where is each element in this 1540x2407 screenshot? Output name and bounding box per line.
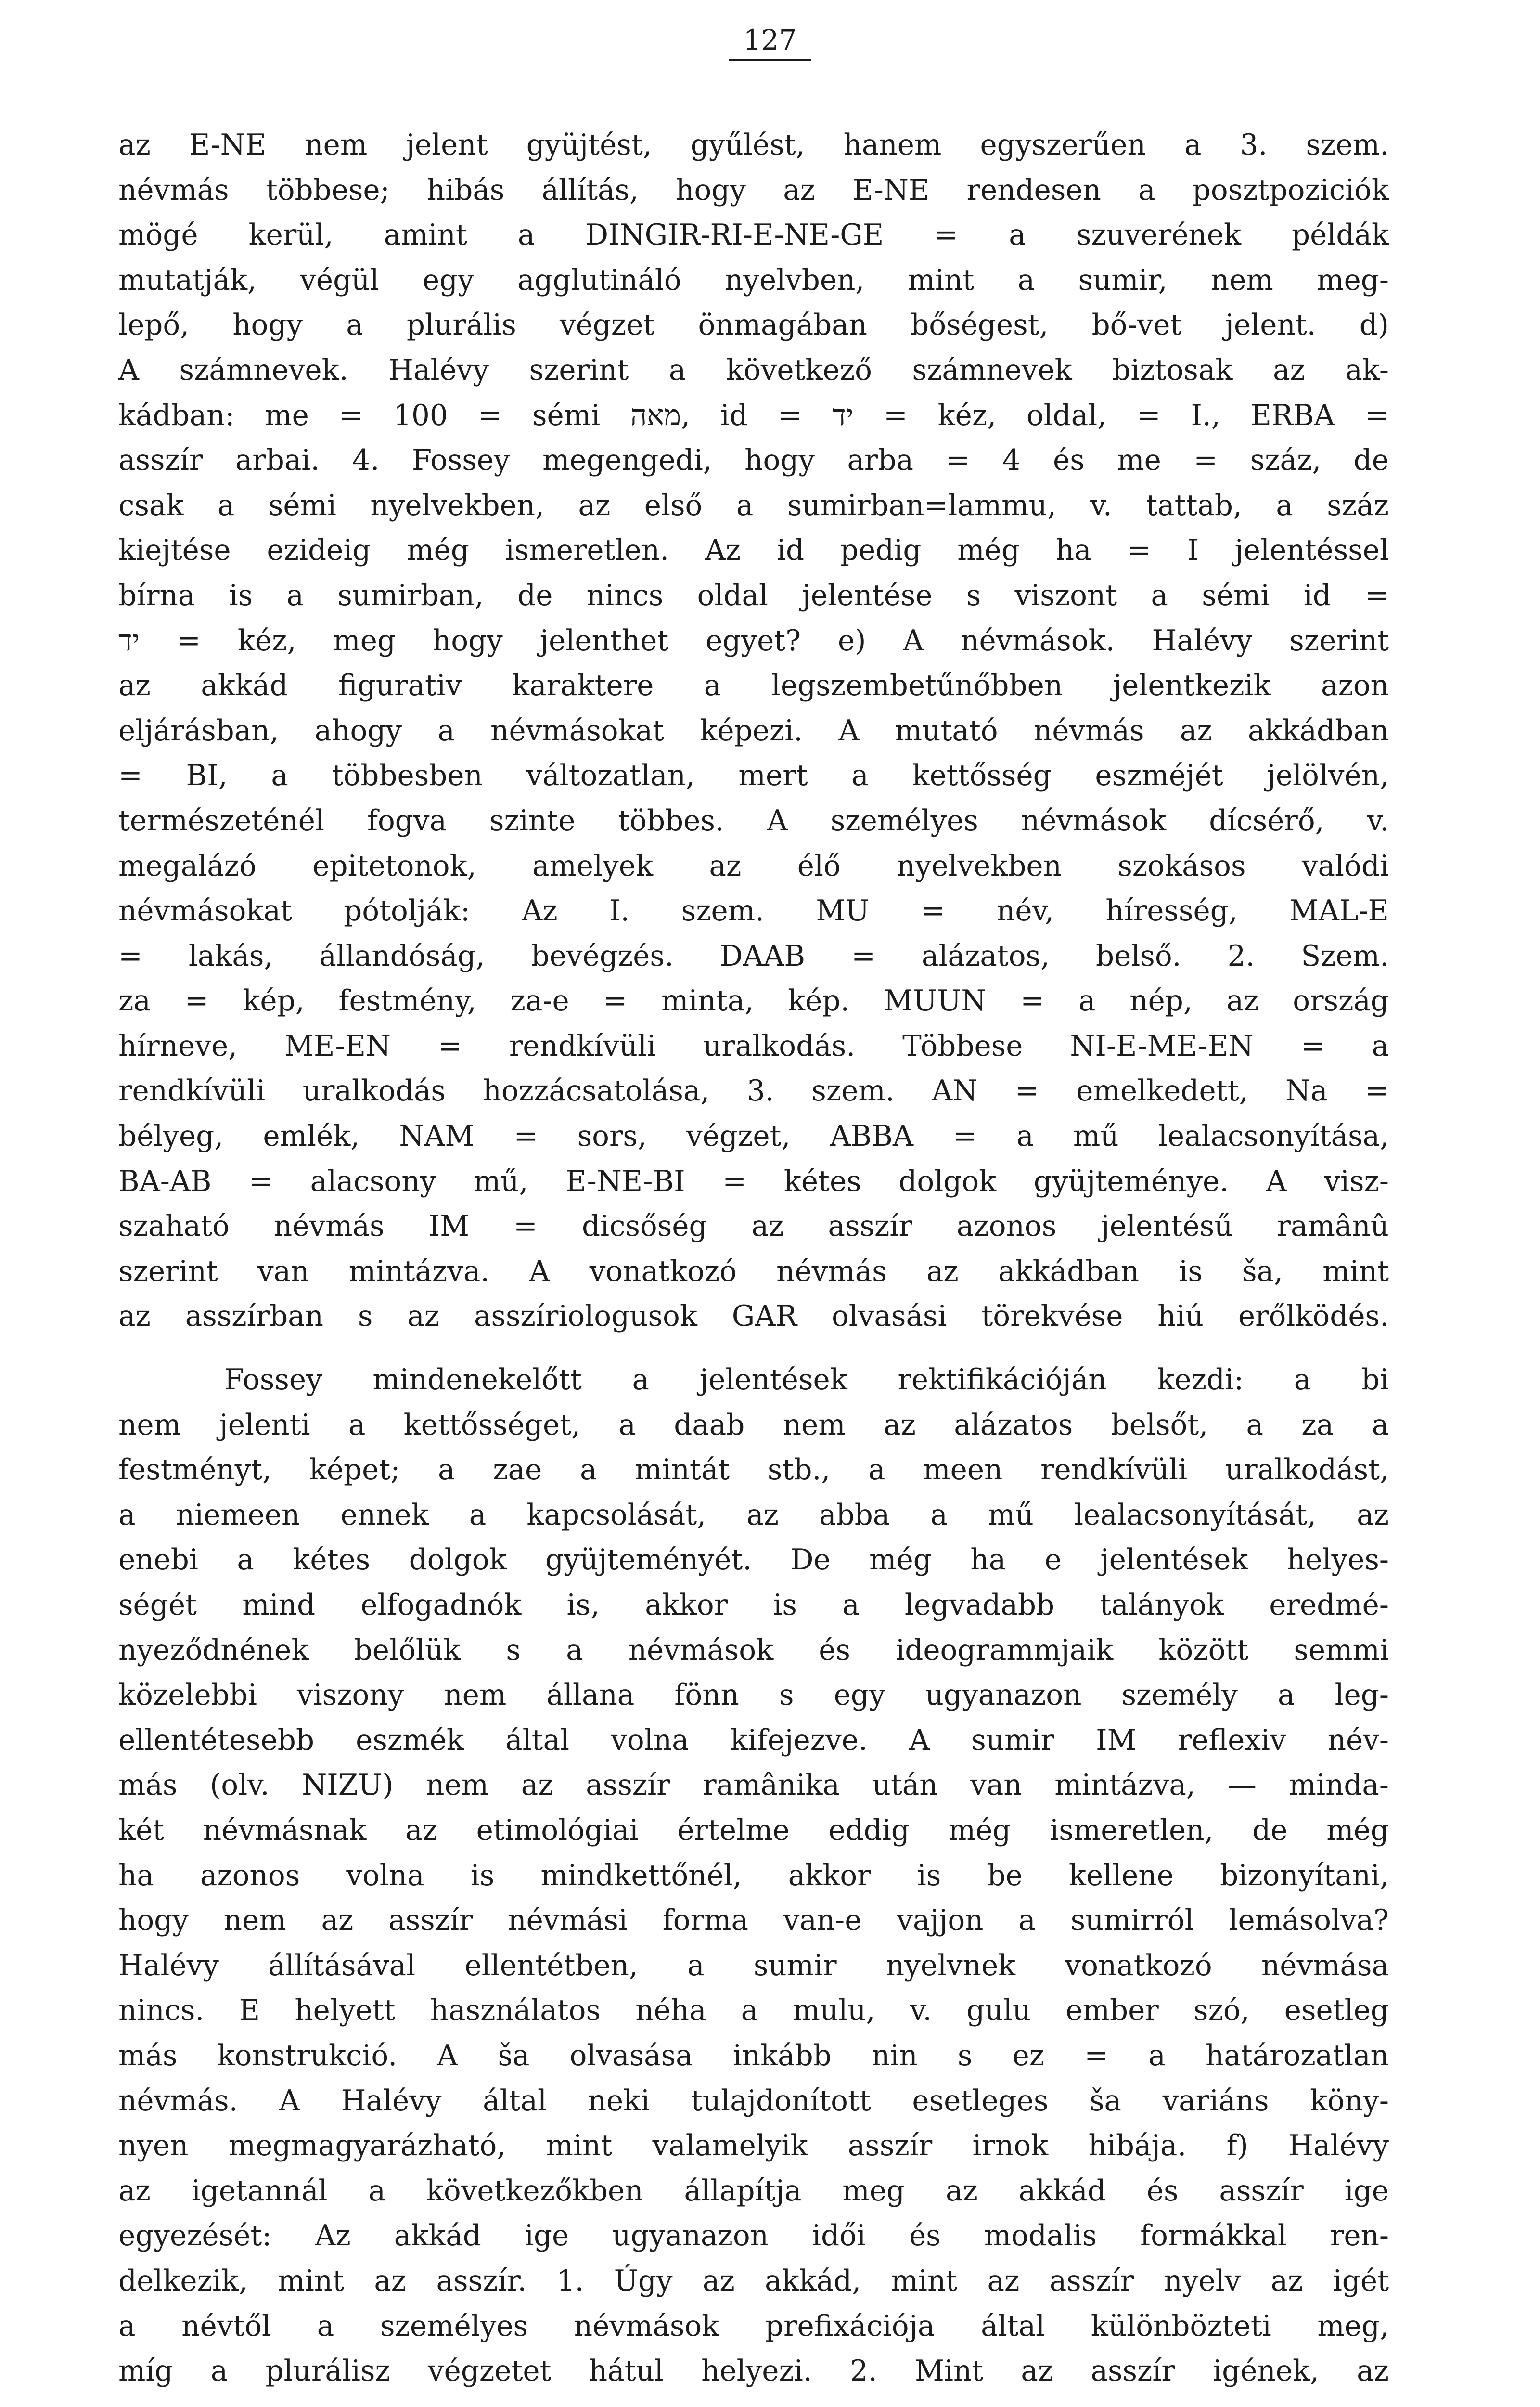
text-line: a névtől a személyes névmások prefixációja által különbözteti meg, [118, 2309, 1389, 2343]
text-line: ségét mind elfogadnók is, akkor is a legvadabb talányok eredmé- [118, 1589, 1389, 1622]
text-line: az akkád figurativ karaktere a legszembetűnőbben jelentkezik azon [118, 669, 1389, 703]
text-line: az E-NE nem jelent gyüjtést, gyűlést, hanem egyszerűen a 3. szem. [118, 129, 1389, 162]
text-line: hogy nem az asszír névmási forma van-e vajjon a sumirról lemásolva? [118, 1904, 1389, 1938]
text-line: nem jelenti a kettősséget, a daab nem az alázatos belsőt, a za a [118, 1408, 1389, 1442]
text-line: két névmásnak az etimológiai értelme eddig még ismeretlen, de még [118, 1813, 1389, 1847]
text-line: asszír arbai. 4. Fossey megengedi, hogy arba = 4 és me = száz, de [118, 444, 1389, 478]
text-line: más (olv. NIZU) nem az asszír ramânika után van mintázva, — minda- [118, 1769, 1389, 1802]
text-line: bélyeg, emlék, NAM = sors, végzet, ABBA = a mű lealacsonyítása, [118, 1120, 1389, 1153]
text-line: megalázó epitetonok, amelyek az élő nyelvekben szokásos valódi [118, 849, 1389, 883]
text-line: delkezik, mint az asszír. 1. Úgy az akkád, mint az asszír nyelv az igét [118, 2264, 1389, 2298]
text-line: közelebbi viszony nem állana fönn s egy ugyanazon személy a leg- [118, 1679, 1389, 1712]
text-line: szaható névmás IM = dicsőség az asszír azonos jelentésű ramânû [118, 1210, 1389, 1243]
text-line: bírna is a sumirban, de nincs oldal jelentése s viszont a sémi id = [118, 579, 1389, 612]
paragraph [118, 1358, 1389, 2394]
text-line: Fossey mindenekelőtt a jelentések rektifikációján kezdi: a bi [224, 1363, 1389, 1397]
text-line: hírneve, ME-EN = rendkívüli uralkodás. Többese NI-E-ME-EN = a [118, 1029, 1389, 1063]
text-line: rendkívüli uralkodás hozzácsatolása, 3. szem. AN = emelkedett, Na = [118, 1074, 1389, 1108]
text-line: névmás többese; hibás állítás, hogy az E-NE rendesen a posztpoziciók [118, 173, 1389, 207]
text-line: az igetannál a következőkben állapítja meg az akkád és asszír ige [118, 2174, 1389, 2208]
text-line: míg a plurálisz végzetet hátul helyezi. 2. Mint az asszír igének, az [118, 2355, 1389, 2388]
page-number-rule [729, 59, 811, 61]
text-line: szerint van mintázva. A vonatkozó névmás az akkádban is ša, mint [118, 1255, 1389, 1288]
text-line: egyezését: Az akkád ige ugyanazon idői és modalis formákkal ren- [118, 2219, 1389, 2253]
body-text [118, 123, 1389, 2394]
text-line: A számnevek. Halévy szerint a következő számnevek biztosak az ak- [118, 353, 1389, 387]
text-line: lepő, hogy a plurális végzet önmagában bőségest, bő-vet jelent. d) [118, 309, 1389, 342]
text-line: természeténél fogva szinte többes. A személyes névmások dícsérő, v. [118, 804, 1389, 838]
text-line: csak a sémi nyelvekben, az első a sumirban=lammu, v. tattab, a száz [118, 489, 1389, 522]
text-line: festményt, képet; a zae a mintát stb., a meen rendkívüli uralkodást, [118, 1453, 1389, 1487]
text-line: za = kép, festmény, za-e = minta, kép. MUUN = a nép, az ország [118, 984, 1389, 1018]
paragraph-gap [118, 1339, 1389, 1358]
text-line: enebi a kétes dolgok gyüjteményét. De még ha e jelentések helyes- [118, 1543, 1389, 1577]
text-line: Halévy állításával ellentétben, a sumir nyelvnek vonatkozó névmása [118, 1949, 1389, 1982]
paragraph [118, 123, 1389, 1339]
text-line: névmásokat pótolják: Az I. szem. MU = név, híresség, MAL-E [118, 894, 1389, 928]
text-line: kiejtése ezideig még ismeretlen. Az id pedig még ha = I jelentéssel [118, 534, 1389, 568]
text-line: ha azonos volna is mindkettőnél, akkor is be kellene bizonyítani, [118, 1859, 1389, 1892]
text-line: = BI, a többesben változatlan, mert a kettősség eszméjét jelölvén, [118, 759, 1389, 793]
text-line: eljárásban, ahogy a névmásokat képezi. A mutató névmás az akkádban [118, 714, 1389, 748]
text-line: mutatják, végül egy agglutináló nyelvben, mint a sumir, nem meg- [118, 263, 1389, 297]
text-line: mögé kerül, amint a DINGIR-RI-E-NE-GE = a szuverének példák [118, 219, 1389, 252]
text-line: = lakás, állandóság, bevégzés. DAAB = alázatos, belső. 2. Szem. [118, 939, 1389, 973]
text-line: ellentétesebb eszmék által volna kifejezve. A sumir IM reflexiv név- [118, 1723, 1389, 1757]
page-number: 127 [743, 24, 797, 56]
text-line: nincs. E helyett használatos néha a mulu, v. gulu ember szó, esetleg [118, 1994, 1389, 2028]
text-line: יד = kéz, meg hogy jelenthet egyet? e) A névmások. Halévy szerint [118, 624, 1389, 658]
text-line: nyen megmagyarázható, mint valamelyik asszír irnok hibája. f) Halévy [118, 2129, 1389, 2163]
text-line: BA-AB = alacsony mű, E-NE-BI = kétes dolgok gyüjteménye. A visz- [118, 1165, 1389, 1198]
text-line: a niemeen ennek a kapcsolását, az abba a mű lealacsonyítását, az [118, 1498, 1389, 1532]
text-line: nyeződnének belőlük s a névmások és ideogrammjaik között semmi [118, 1633, 1389, 1667]
text-line: kádban: me = 100 = sémi מאה, id = יד = kéz, oldal, = I., ERBA = [118, 399, 1389, 432]
text-line: más konstrukció. A ša olvasása inkább nin s ez = a határozatlan [118, 2039, 1389, 2072]
text-line: névmás. A Halévy által neki tulajdonított esetleges ša variáns köny- [118, 2084, 1389, 2118]
text-line: az asszírban s az asszíriologusok GAR olvasási törekvése hiú erőlködés. [118, 1300, 1389, 1333]
